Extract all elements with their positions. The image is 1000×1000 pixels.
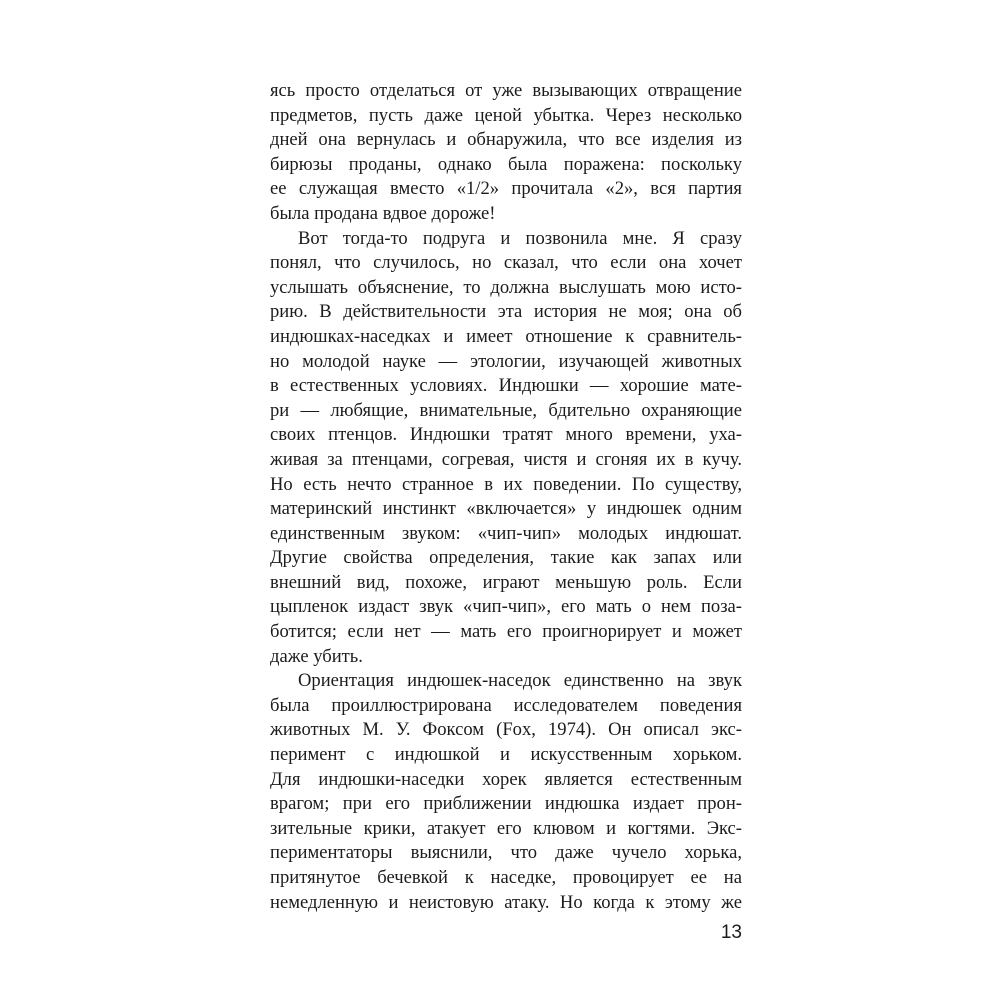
text-line: рию. В действительности эта история не моя; она об [270,301,742,323]
text-line: зительные крики, атакует его клювом и когтями. Экс- [270,817,742,839]
text-line: Другие свойства определения, такие как запах или [270,547,742,569]
text-line: ри — любящие, внимательные, бдительно охраняющие [270,399,742,421]
text-line: была продана вдвое дороже! [270,202,496,224]
text-line: врагом; при его приближении индюшка издает прон- [270,793,742,815]
text-line: ее служащая вместо «1/2» прочитала «2», вся партия [270,178,742,200]
text-line: притянутое бечевкой к наседке, провоцирует ее на [270,867,742,888]
text-line: внешний вид, похоже, играют меньшую роль. Если [270,571,742,593]
text-line: услышать объяснение, то должна выслушать мою исто- [270,276,742,298]
paragraph [270,79,742,227]
text-line: ботится; если нет — мать его проигнорирует и может [270,621,742,643]
text-line: была проиллюстрирована исследователем поведения [270,694,742,716]
text-line: Для индюшки-наседки хорек является естественным [270,768,742,790]
text-line: понял, что случилось, но сказал, что если она хочет [270,252,742,274]
text-line: индюшках-наседках и имеет отношение к сравнитель- [270,325,742,347]
text-line: перимент с индюшкой и искусственным хорьком. [270,744,742,766]
text-line: дней она вернулась и обнаружила, что все изделия из [270,129,742,151]
text-line: единственным звуком: «чип-чип» молодых индюшат. [270,522,742,544]
text-line: немедленную и неистовую атаку. Но когда к этому же [270,891,742,913]
text-line: периментаторы выяснили, что даже чучело хорька, [270,842,742,864]
paragraph [270,669,742,915]
text-line: Ориентация индюшек-наседок единственно на звук [298,670,742,692]
text-line: своих птенцов. Индюшки тратят много времени, уха- [270,424,742,446]
text-line: живая за птенцами, согревая, чистя и сгоняя их в кучу. [270,448,742,470]
text-line: животных М. У. Фоксом (Fox, 1974). Он описал экс- [270,719,742,741]
body-text [270,79,742,915]
text-line: цыпленок издаст звук «чип-чип», его мать о нем поза- [270,596,742,618]
text-line: материнский инстинкт «включается» у индюшек одним [270,498,742,520]
text-line: в естественных условиях. Индюшки — хорошие мате- [270,375,742,397]
paragraph [270,227,742,670]
text-line: Вот тогда-то подруга и позвонила мне. Я сразу [298,227,742,249]
page-number: 13 [720,922,742,943]
text-line: даже убить. [270,645,363,667]
text-line: предметов, пусть даже ценой убытка. Через несколько [270,104,742,126]
text-line: бирюзы проданы, однако была поражена: поскольку [270,153,742,175]
text-line: но молодой науке — этологии, изучающей животных [270,350,742,372]
text-line: Но есть нечто странное в их поведении. По существу, [270,473,742,495]
text-line: ясь просто отделаться от уже вызывающих отвращение [270,80,742,101]
